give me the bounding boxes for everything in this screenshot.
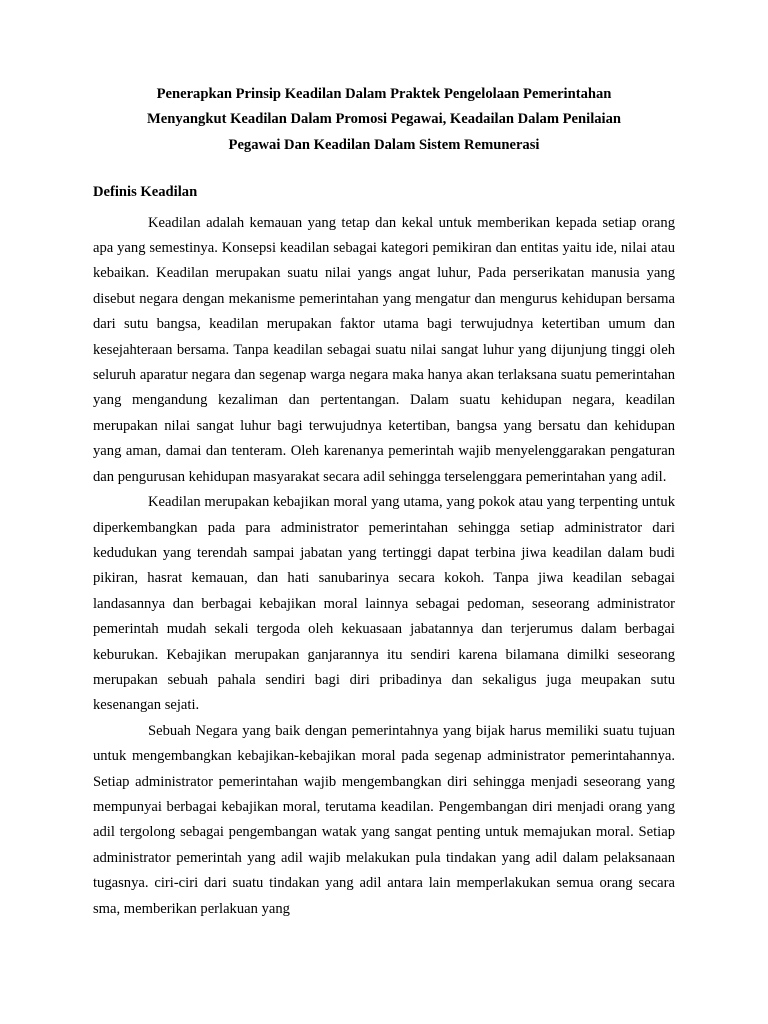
body-paragraph: Keadilan merupakan kebajikan moral yang utama, yang pokok atau yang terpenting untuk diperkembangkan pada para administrator pemerintahan sehingga setiap administrator dari kedudukan yang terendah sampai jabatan yang tertinggi dapat terbina jiwa keadilan dalam budi pikiran, hasrat kemauan, dan hati sanubarinya secara kokoh. Tanpa jiwa keadilan sebagai landasannya dan berbagai kebajikan moral lainnya sebagai pedoman, seseorang administrator pemerintah mudah sekali tergoda oleh kekuasaan jabatannya dan terjerumus dalam berbagai keburukan. Kebajikan merupakan ganjarannya itu sendiri karena bilamana dimilki seseorang merupakan sebuah pahala sendiri bagi diri pribadinya dan sekaligus juga meupakan sutu kesenangan sejati.: [93, 494, 675, 714]
title-line: Penerapkan Prinsip Keadilan Dalam Praktek Pengelolaan Pemerintahan: [156, 86, 612, 102]
document-title: [93, 82, 675, 158]
body-paragraph: Keadilan adalah kemauan yang tetap dan kekal untuk memberikan kepada setiap orang apa yang semestinya. Konsepsi keadilan sebagai kategori pemikiran dan entitas yaitu ide, nilai atau kebaikan. Keadilan merupakan suatu nilai yangs angat luhur, Pada perserikatan manusia yang disebut negara dengan mekanisme pemerintahan yang mengatur dan mengurus kehidupan bersama dari sutu bangsa, keadilan merupakan faktor utama bagi terwujudnya ketertiban umum dan kesejahteraan bersama. Tanpa keadilan sebagai suatu nilai sangat luhur yang dijunjung tinggi oleh seluruh aparatur negara dan segenap warga negara maka hanya akan terlaksana suatu pemerintahan yang mengandung kezaliman dan pertentangan. Dalam suatu kehidupan negara, keadilan merupakan nilai sangat luhur bagi terwujudnya ketertiban, bangsa yang bersatu dan kehidupan yang aman, damai dan tenteram. Oleh karenanya pemerintah wajib menyelenggarakan pengaturan dan pengurusan kehidupan masyarakat secara adil sehingga terselenggara pemerintahan yang adil.: [93, 214, 675, 485]
document-page: [93, 82, 675, 922]
title-line: Pegawai Dan Keadilan Dalam Sistem Remunerasi: [228, 136, 540, 153]
section-heading: Definis Keadilan: [93, 184, 198, 201]
title-line: Menyangkut Keadilan Dalam Promosi Pegawai, Keadailan Dalam Penilaian: [146, 111, 622, 128]
body-paragraph: Sebuah Negara yang baik dengan pemerintahnya yang bijak harus memiliki suatu tujuan untuk mengembangkan kebajikan-kebajikan moral pada segenap administrator pemerintahannya. Setiap administrator pemerintahan wajib mengembangkan diri sehingga menjadi seseorang yang mempunyai berbagai kebajikan moral, terutama keadilan. Pengembangan diri menjadi orang yang adil tergolong sebagai pengembangan watak yang sangat penting untuk memajukan moral. Setiap administrator pemerintah yang adil wajib melakukan pula tindakan yang adil dalam pelaksanaan tugasnya. ciri-ciri dari suatu tindakan yang adil antara lain memperlakukan semua orang secara sma, memberikan perlakuan yang: [93, 722, 675, 917]
